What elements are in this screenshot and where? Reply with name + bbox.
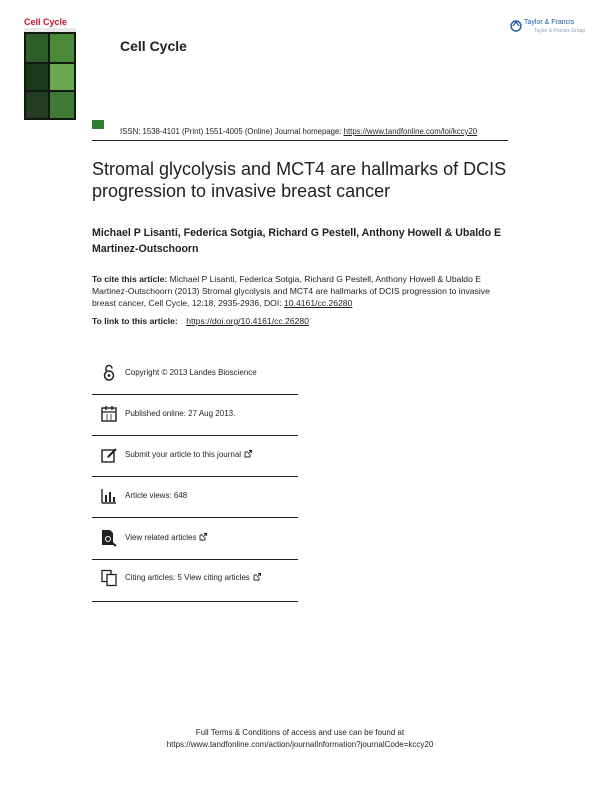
row-divider xyxy=(92,394,298,395)
article-views-text: Article views: 648 xyxy=(125,491,188,500)
cover-tile xyxy=(26,34,48,62)
publisher-logo[interactable] xyxy=(510,18,586,38)
footer-terms-url[interactable]: https://www.tandfonline.com/action/journalInformation?journalCode=kccy20 xyxy=(166,740,434,749)
submit-article-link[interactable] xyxy=(125,450,252,459)
publisher-logo-text: Taylor & Francis xyxy=(524,19,575,26)
row-divider xyxy=(92,476,298,477)
row-divider xyxy=(92,559,298,560)
row-divider xyxy=(92,435,298,436)
bar-chart-icon xyxy=(100,487,118,505)
publisher-logo-icon xyxy=(510,19,522,33)
citation-label: To cite this article: xyxy=(92,274,168,284)
published-row xyxy=(100,405,298,429)
cover-tile xyxy=(26,64,48,90)
article-authors: Michael P Lisanti, Federica Sotgia, Richard G Pestell, Anthony Howell & Ubaldo E Martinez-Outschoorn xyxy=(92,227,502,255)
copyright-text: Copyright © 2013 Landes Bioscience xyxy=(125,368,257,377)
citing-articles-icon xyxy=(100,569,118,587)
citation-block xyxy=(92,273,512,309)
external-link-icon xyxy=(199,533,207,541)
cover-masthead: Cell Cycle xyxy=(24,16,76,28)
related-articles-link[interactable] xyxy=(125,533,207,542)
external-link-icon xyxy=(253,573,261,581)
external-link-icon xyxy=(244,450,252,458)
citing-articles-text: Citing articles: 5 View citing articles xyxy=(125,573,250,582)
citing-articles-link[interactable] xyxy=(125,573,261,582)
footer-terms-text: Full Terms & Conditions of access and use can be found at xyxy=(195,728,405,737)
submit-article-text: Submit your article to this journal xyxy=(125,450,242,459)
edit-icon xyxy=(100,446,118,464)
open-access-icon xyxy=(100,364,118,382)
publisher-logo-subtitle: Taylor & Francis Group xyxy=(534,28,586,34)
cover-tile xyxy=(26,92,48,118)
article-link-label: To link to this article: xyxy=(92,316,181,326)
citing-articles-row[interactable] xyxy=(100,569,298,593)
doi-link[interactable]: 10.4161/cc.26280 xyxy=(284,298,353,308)
related-articles-row[interactable] xyxy=(100,529,298,553)
row-divider xyxy=(92,601,298,602)
cover-tile xyxy=(50,64,74,90)
row-divider xyxy=(92,517,298,518)
header-divider xyxy=(92,140,508,141)
published-text: Published online: 27 Aug 2013. xyxy=(125,409,236,418)
footer xyxy=(0,727,600,751)
related-articles-text: View related articles xyxy=(125,533,197,542)
cover-tile xyxy=(50,92,74,118)
journal-cover-image xyxy=(24,16,76,120)
cover-tile xyxy=(50,34,74,62)
journal-homepage-link[interactable]: https://www.tandfonline.com/loi/kccy20 xyxy=(343,127,478,136)
issn-text: ISSN: 1538-4101 (Print) 1551-4005 (Online) Journal homepage: xyxy=(120,127,344,136)
article-views-row xyxy=(100,487,298,511)
copyright-row xyxy=(100,364,298,388)
journal-name: Cell Cycle xyxy=(120,38,187,54)
publisher-small-logo xyxy=(92,120,104,129)
article-doi-url[interactable]: https://doi.org/10.4161/cc.26280 xyxy=(186,316,309,326)
article-title: Stromal glycolysis and MCT4 are hallmarks of DCIS progression to invasive breast cancer xyxy=(92,159,507,201)
cover-masthead-strip xyxy=(24,28,76,32)
issn-line xyxy=(120,127,477,136)
submit-article-row[interactable] xyxy=(100,446,298,470)
article-link-line xyxy=(92,316,309,326)
citation-text: Michael P Lisanti, Federica Sotgia, Richard G Pestell, Anthony Howell & Ubaldo E Martinez-Outschoorn (2013) Stromal glycolysis and MCT4 are hallmarks of DCIS progression to invasive breast cancer, Cell Cycle, 12:18, 2935-2936, DOI: xyxy=(92,274,490,308)
search-document-icon xyxy=(100,529,118,547)
calendar-icon xyxy=(100,405,118,423)
